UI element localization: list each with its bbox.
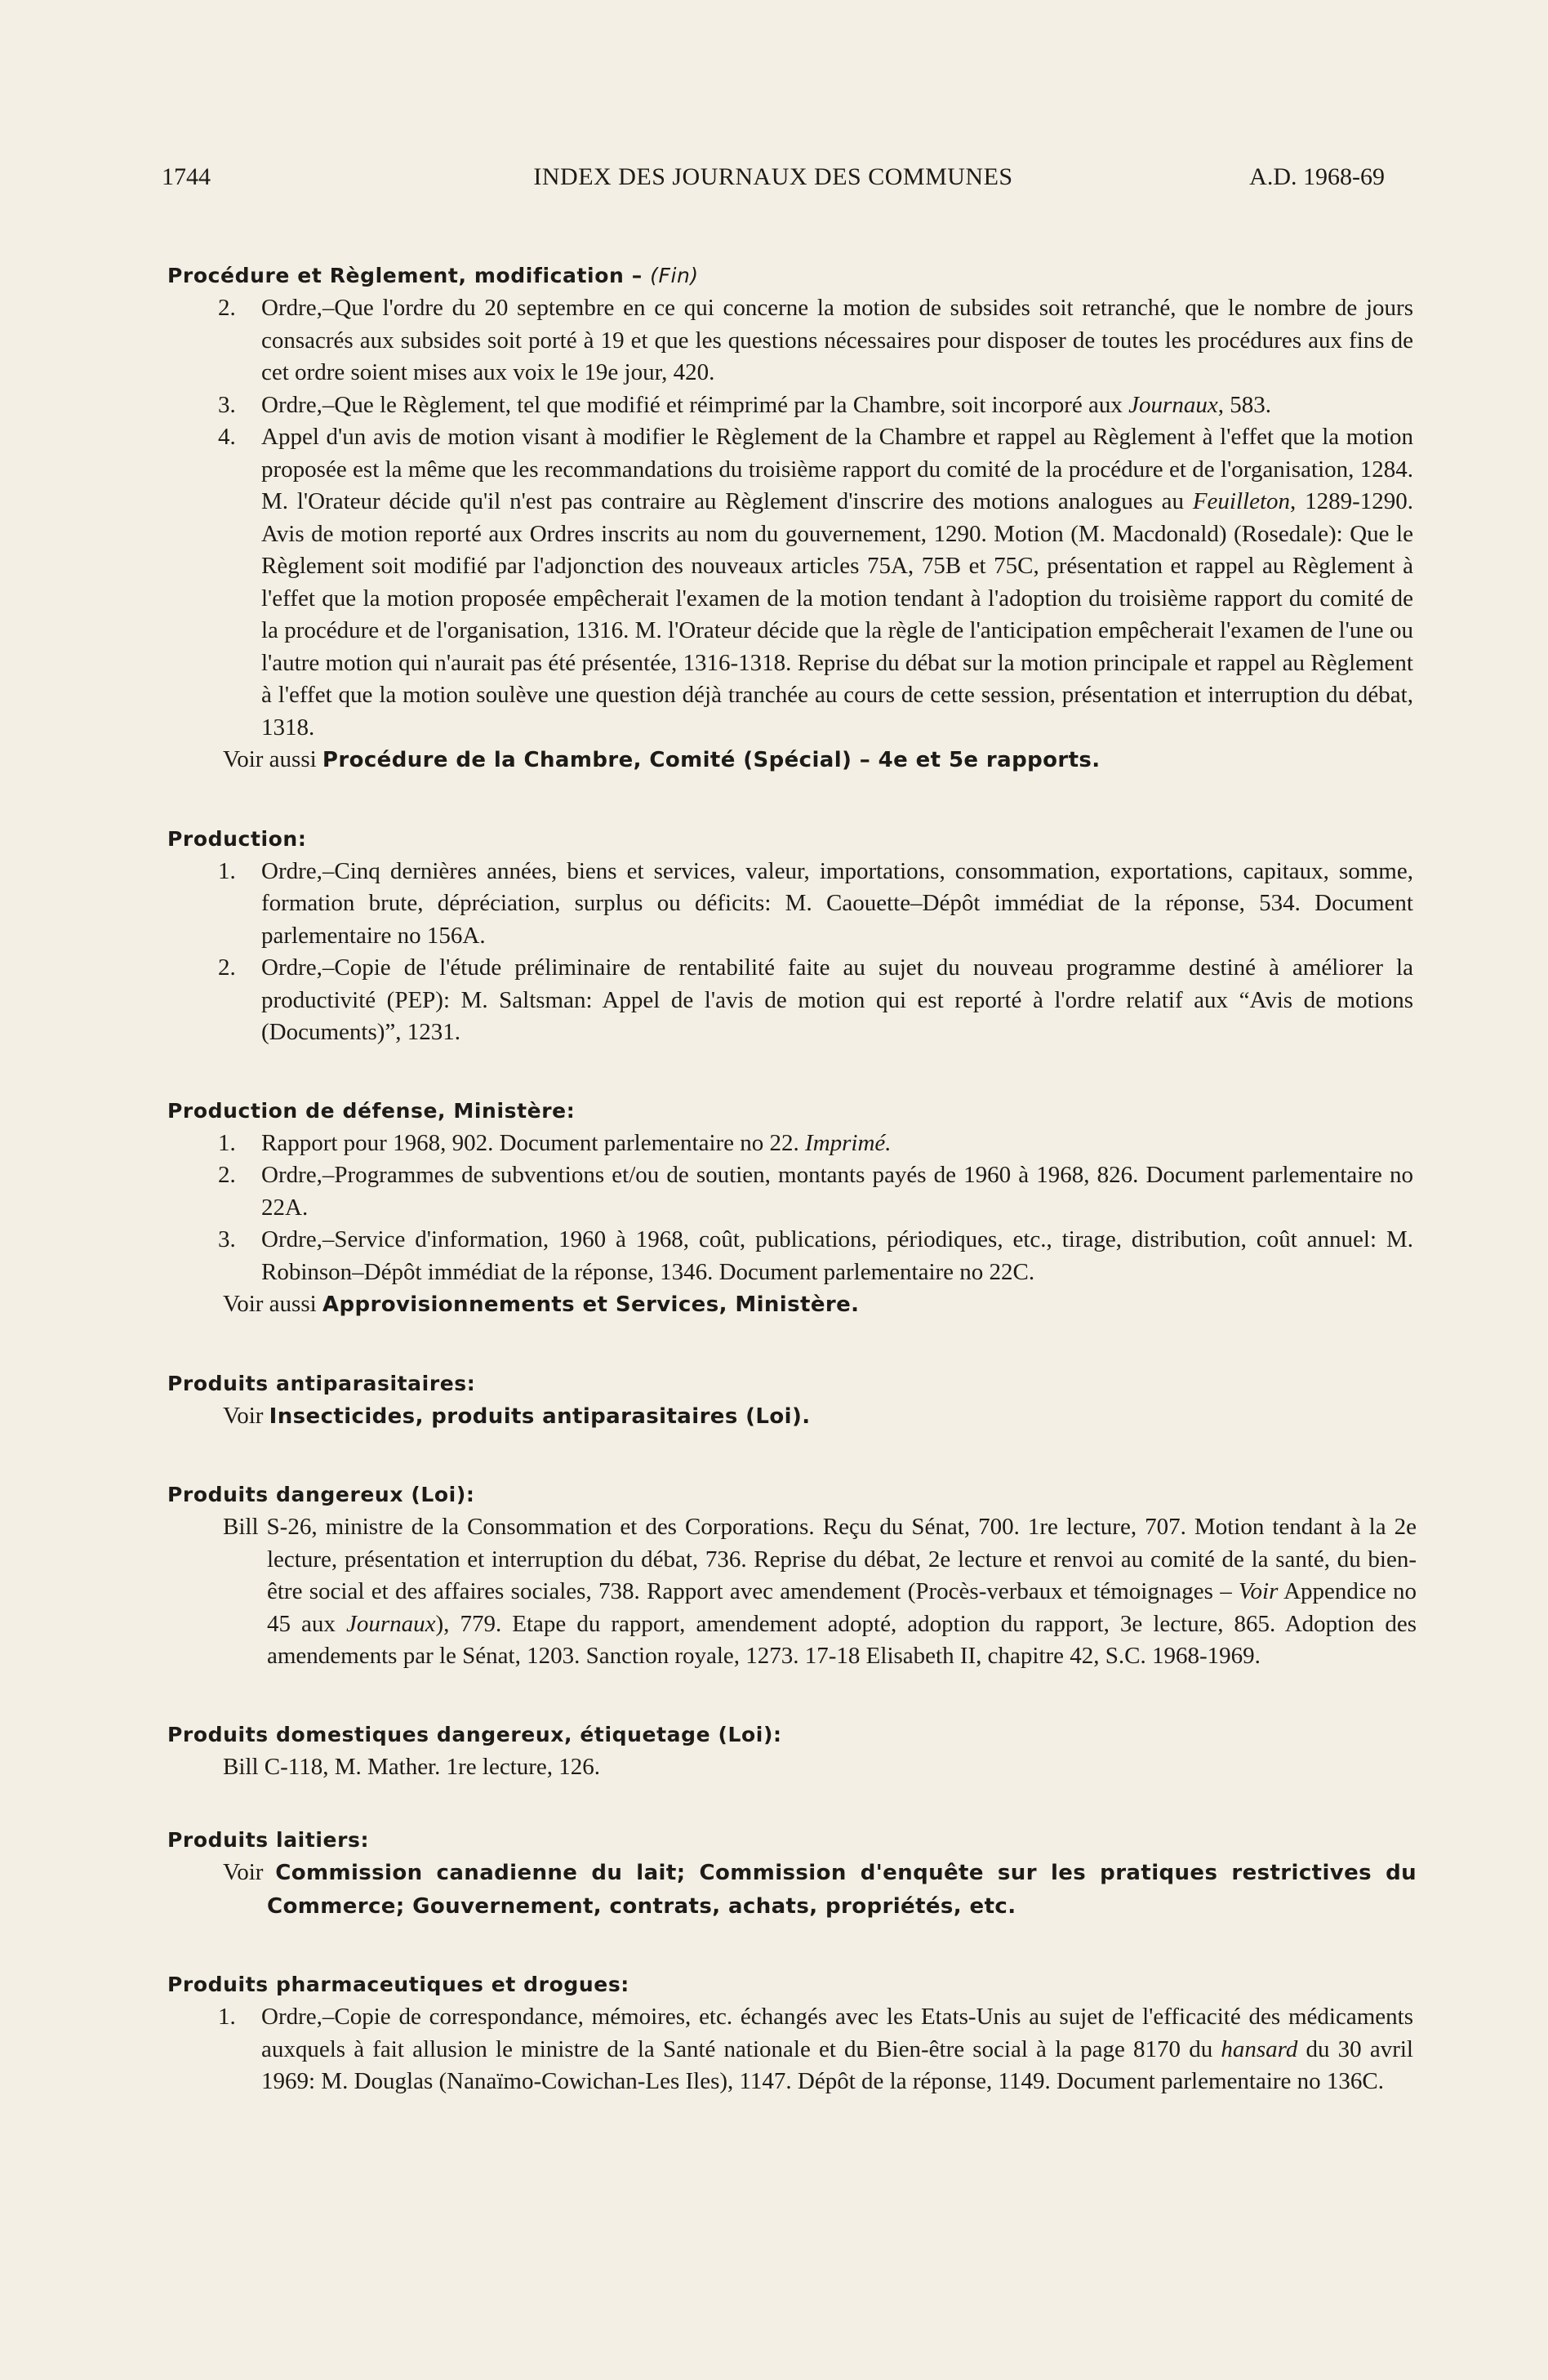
list-item: 1. Ordre,–Cinq dernières années, biens et services, valeur, importations, consommation, exportations, capitaux, somme, formation brute, dépréciation, surplus ou déficits: M. Caouette–Dépôt immédiat de la réponse, 534. Document parlementaire no 156A. xyxy=(218,857,1413,949)
section-heading: Produits laitiers: xyxy=(167,1828,370,1852)
section-heading: Production de défense, Ministère: xyxy=(167,1098,576,1123)
list-item: 4. Appel d'un avis de motion visant à modifier le Règlement de la Chambre et rappel au Règlement à l'effet que la motion proposée est la même que les recommandations du troisième rapport du comité de la procédure et de l'organisation, 1284. M. l'Orateur décide qu'il n'est pas contraire au Règlement d'inscrire des motions analogues au Feuilleton, 1289-1290. Avis de motion reporté aux Ordres inscrits au nom du gouvernement, 1290. Motion (M. Macdonald) (Rosedale): Que le Règlement soit modifié par l'adjonction des nouveaux articles 75A, 75B et 75C, présentation et rappel au Règlement à l'effet que la motion proposée empêcherait l'examen de la motion tendant à l'adoption du troisième rapport du comité de la procédure et de l'organisation, 1316. M. l'Orateur décide que la règle de l'anticipation empêcherait l'examen de l'une ou l'autre motion qui n'aurait pas été présentée, 1316-1318. Reprise du débat sur la motion principale et rappel au Règlement à l'effet que la motion soulève une question déjà tranchée au cours de cette session, présentation et interruption du débat, 1318. xyxy=(218,424,1413,741)
section-procedure xyxy=(167,260,1417,777)
cross-reference: Voir Commission canadienne du lait; Commission d'enquête sur les pratiques restrictives du Commerce; Gouvernement, contrats, achats, propriétés, etc. xyxy=(223,1859,1417,1919)
list-item: 3. Ordre,–Service d'information, 1960 à 1968, coût, publications, périodiques, etc., tirage, distribution, coût annuel: M. Robinson–Dépôt immédiat de la réponse, 1346. Document parlementaire no 22C. xyxy=(218,1226,1413,1285)
list-item: 2. Ordre,–Copie de l'étude préliminaire de rentabilité faite au sujet du nouveau programme destiné à améliorer la productivité (PEP): M. Saltsman: Appel de l'avis de motion qui est reporté à l'ordre relatif aux “Avis de motions (Documents)”, 1231. xyxy=(218,954,1413,1045)
section-production xyxy=(167,823,1417,1049)
section-produits-laitiers xyxy=(167,1824,1417,1923)
section-heading: Produits antiparasitaires: xyxy=(167,1371,476,1395)
list-item: 2. Ordre,–Que l'ordre du 20 septembre en ce qui concerne la motion de subsides soit retranché, que le nombre de jours consacrés aux subsides soit porté à 19 et que les questions nécessaires pour disposer de toutes les procédures aux fins de cet ordre soient mises aux voix le 19e jour, 420. xyxy=(218,295,1413,385)
list-item: 1. Ordre,–Copie de correspondance, mémoires, etc. échangés avec les Etats-Unis au sujet de l'efficacité des médicaments auxquels à fait allusion le ministre de la Santé nationale et du Bien-être social à la page 8170 du hansard du 30 avril 1969: M. Douglas (Nanaïmo-Cowichan-Les Iles), 1147. Dépôt de la réponse, 1149. Document parlementaire no 136C. xyxy=(218,2004,1413,2094)
list-item: 3. Ordre,–Que le Règlement, tel que modifié et réimprimé par la Chambre, soit incorporé aux Journaux, 583. xyxy=(218,391,1271,418)
section-heading: Production: xyxy=(167,826,307,851)
section-produits-dangereux xyxy=(167,1479,1417,1673)
page-number: 1744 xyxy=(162,163,211,190)
section-produits-domestiques xyxy=(167,1719,1417,1784)
section-heading: Procédure et Règlement, modification – (Fin) xyxy=(167,264,699,287)
cross-reference: Voir aussi Approvisionnements et Services, Ministère. xyxy=(223,1291,860,1317)
section-antiparasitaires xyxy=(167,1368,1417,1434)
running-year: A.D. 1968-69 xyxy=(1249,163,1385,190)
list-item: Bill S-26, ministre de la Consommation et des Corporations. Reçu du Sénat, 700. 1re lecture, 707. Motion tendant à la 2e lecture, présentation et interruption du débat, 736. Reprise du débat, 2e lecture et renvoi au comité de la santé, du bien-être social et des affaires sociales, 738. Rapport avec amendement (Procès-verbaux et témoignages – Voir Appendice no 45 aux Journaux), 779. Etape du rapport, amendement adopté, adoption du rapport, 3e lecture, 865. Adoption des amendements par le Sénat, 1203. Sanction royale, 1273. 17-18 Elisabeth II, chapitre 42, S.C. 1968-1969. xyxy=(223,1514,1417,1669)
list-item: 2. Ordre,–Programmes de subventions et/ou de soutien, montants payés de 1960 à 1968, 826. Document parlementaire no 22A. xyxy=(218,1162,1413,1221)
running-title: INDEX DES JOURNAUX DES COMMUNES xyxy=(533,163,1013,190)
section-heading: Produits pharmaceutiques et drogues: xyxy=(167,1973,629,1996)
cross-reference: Voir aussi Procédure de la Chambre, Comité (Spécial) – 4e et 5e rapports. xyxy=(223,746,1101,772)
section-heading: Produits domestiques dangereux, étiquetage (Loi): xyxy=(167,1722,782,1746)
section-heading: Produits dangereux (Loi): xyxy=(167,1483,475,1506)
cross-reference: Voir Insecticides, produits antiparasitaires (Loi). xyxy=(223,1402,811,1429)
section-defense xyxy=(167,1095,1417,1322)
running-head xyxy=(162,163,1385,196)
index-body xyxy=(167,260,1417,2144)
list-item: Bill C-118, M. Mather. 1re lecture, 126. xyxy=(223,1753,601,1780)
section-produits-pharmaceutiques xyxy=(167,1969,1417,2098)
list-item: 1. Rapport pour 1968, 902. Document parlementaire no 22. Imprimé. xyxy=(218,1129,892,1156)
